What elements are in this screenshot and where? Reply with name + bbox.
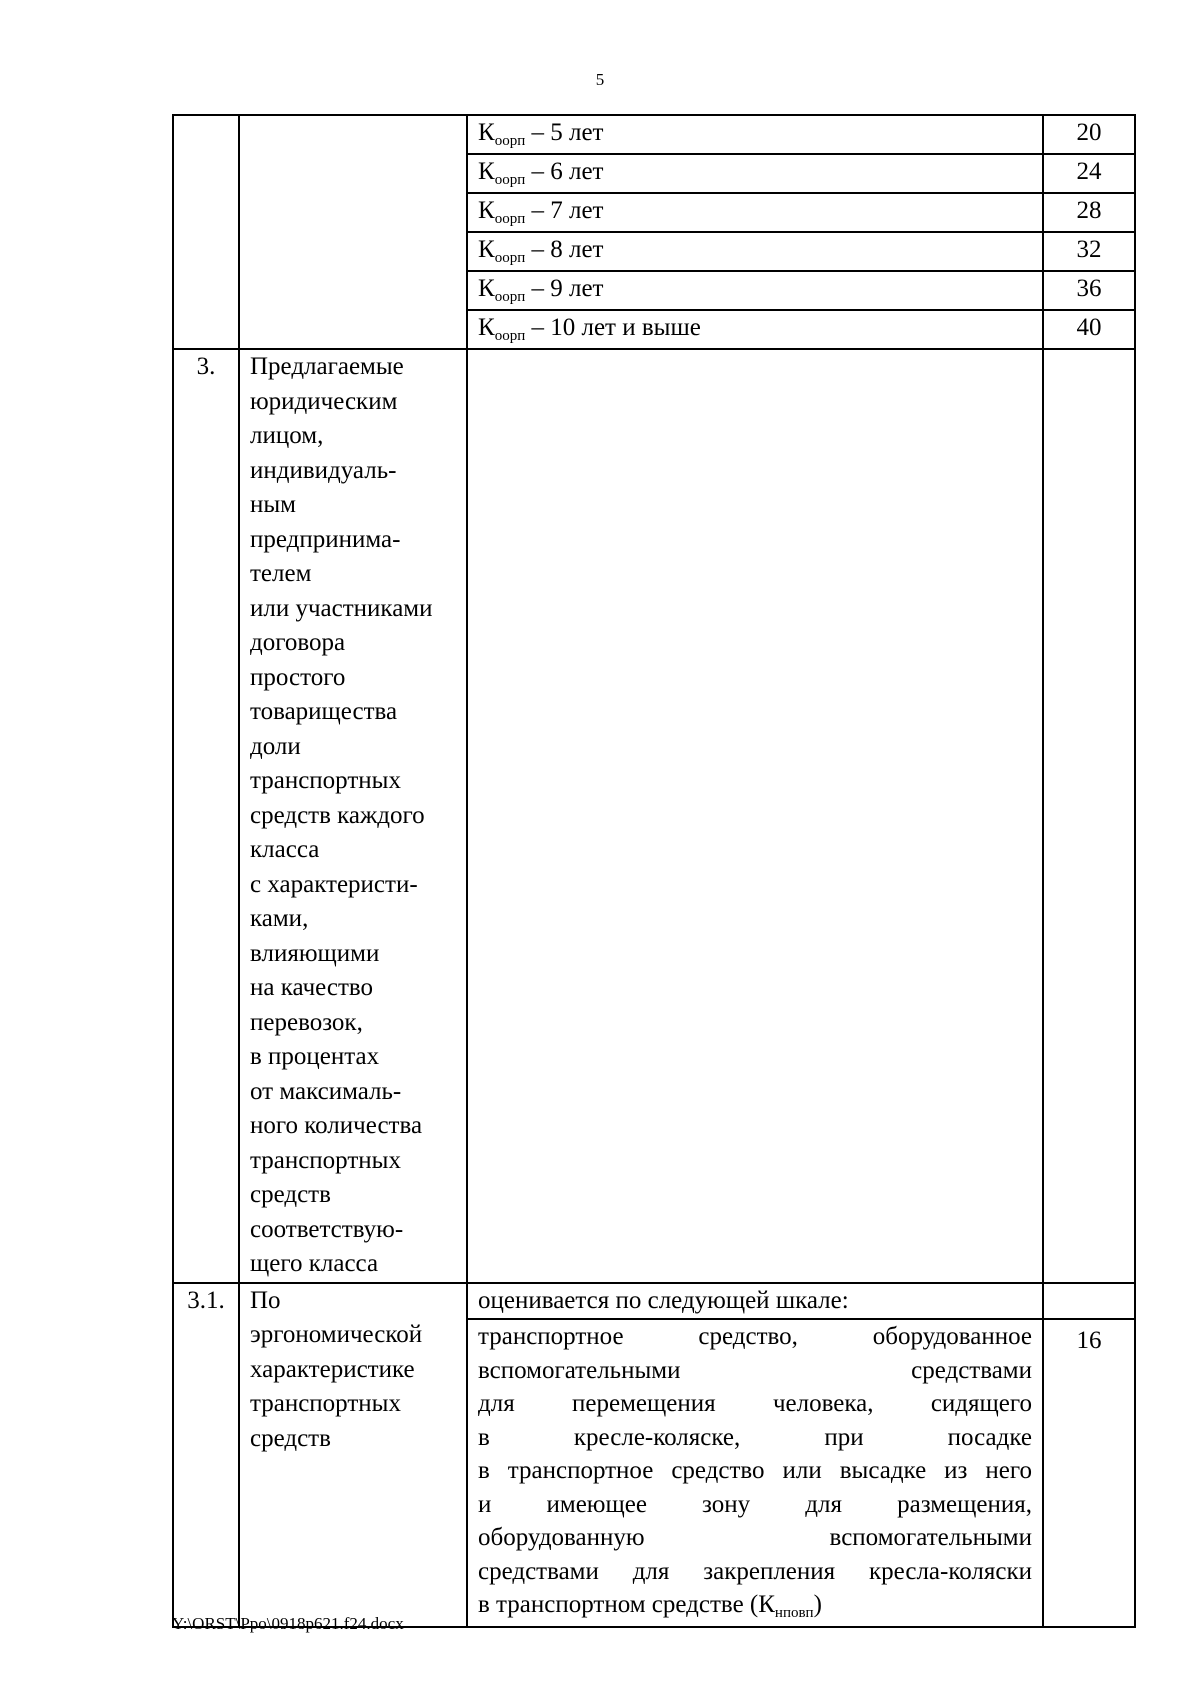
coefficient-cell: $К_{оорп} - 7$ лет xyxy=(467,193,1043,232)
score-cell: 36 xyxy=(1043,271,1135,310)
score-cell: 20 xyxy=(1043,115,1135,154)
text-line: для перемещения человека, сидящего xyxy=(478,1390,1032,1417)
criterion-cell xyxy=(239,349,467,1283)
score-cell xyxy=(1043,1283,1135,1320)
page-number: 5 xyxy=(595,70,605,89)
criterion-cell xyxy=(239,115,467,349)
text-line: средств xyxy=(250,1181,331,1208)
text-line: средств xyxy=(250,1424,331,1452)
text-line: на качество xyxy=(250,974,374,1001)
description-cell xyxy=(467,1319,1043,1627)
text-line: ного количества xyxy=(250,1112,423,1139)
number-cell: 3. xyxy=(173,349,239,1283)
footer-file-path: Y:\ORST\Ppo\0918p621.f24.docx xyxy=(172,1614,404,1633)
text-line: эргономической xyxy=(250,1321,423,1348)
text-line: простого xyxy=(250,663,346,691)
score-cell: 40 xyxy=(1043,310,1135,349)
text-line: транспортное средство, оборудованное xyxy=(478,1323,1032,1350)
text-line: с характеристи- xyxy=(250,870,418,898)
scale-header-cell: оценивается по следующей шкале: xyxy=(467,1283,1043,1320)
table-row xyxy=(173,1283,1135,1320)
text-line: По xyxy=(250,1286,281,1314)
text-line: индивидуаль- xyxy=(250,456,397,484)
text-line: транспортных xyxy=(250,767,401,794)
coefficient-cell: $К_{оорп} - 9$ лет xyxy=(467,271,1043,310)
text-line: характеристике xyxy=(250,1355,415,1383)
text-line: оборудованную вспомогательными xyxy=(478,1524,1032,1551)
text-line: от максималь- xyxy=(250,1077,402,1105)
score-cell: 24 xyxy=(1043,154,1135,193)
text-line: класса xyxy=(250,836,320,863)
text-line: юридическим xyxy=(250,387,398,415)
text-line: или участниками xyxy=(250,594,433,622)
description-last-line: в транспортном средстве $(К_{нповп})$ xyxy=(478,1591,822,1621)
coefficient-cell: $К_{оорп} - 10$ лет и выше xyxy=(467,310,1043,349)
text-line: вспомогательными средствами xyxy=(478,1356,1032,1384)
text-line: ным xyxy=(250,491,296,518)
text-line: в транспортное средство или высадке из него xyxy=(478,1457,1032,1484)
criterion-text xyxy=(250,350,456,1282)
score-cell: 32 xyxy=(1043,232,1135,271)
text-line: телем xyxy=(250,560,312,587)
text-line: договора xyxy=(250,629,346,656)
table-row xyxy=(173,349,1135,1283)
text-line: соответствую- xyxy=(250,1215,404,1243)
coefficient-cell: $К_{оорп} - 6$ лет xyxy=(467,154,1043,193)
criteria-table xyxy=(172,114,1136,1628)
text-line: транспортных xyxy=(250,1390,401,1417)
text-line: транспортных xyxy=(250,1146,401,1174)
score-cell xyxy=(1043,349,1135,1283)
text-line: доли xyxy=(250,732,301,760)
text-line: Предлагаемые xyxy=(250,353,404,380)
description-text xyxy=(478,1320,1032,1588)
text-line: средств каждого xyxy=(250,801,425,829)
text-line: щего класса xyxy=(250,1250,379,1277)
score-cell: 28 xyxy=(1043,193,1135,232)
text-line: лицом, xyxy=(250,422,324,449)
text-line: товарищества xyxy=(250,698,398,725)
text-line: и имеющее зону для размещения, xyxy=(478,1490,1032,1518)
text-line: в кресле-коляске, при посадке xyxy=(478,1423,1032,1451)
text-line: влияющими xyxy=(250,939,380,967)
criterion-text xyxy=(250,1284,456,1457)
text-line: средствами для закрепления кресла-коляски xyxy=(478,1557,1032,1585)
coefficient-cell: $К_{оорп} - 5$ лет xyxy=(467,115,1043,154)
text-line: ками, xyxy=(250,905,309,932)
score-cell: 16 xyxy=(1043,1319,1135,1627)
table-row xyxy=(173,115,1135,154)
number-cell xyxy=(173,115,239,349)
text-line: перевозок, xyxy=(250,1008,363,1036)
number-cell: 3.1. xyxy=(173,1283,239,1627)
criterion-cell xyxy=(239,1283,467,1627)
description-cell xyxy=(467,349,1043,1283)
text-line: в процентах xyxy=(250,1043,380,1070)
coefficient-cell: $К_{оорп} - 8$ лет xyxy=(467,232,1043,271)
text-line: предпринима- xyxy=(250,525,401,553)
